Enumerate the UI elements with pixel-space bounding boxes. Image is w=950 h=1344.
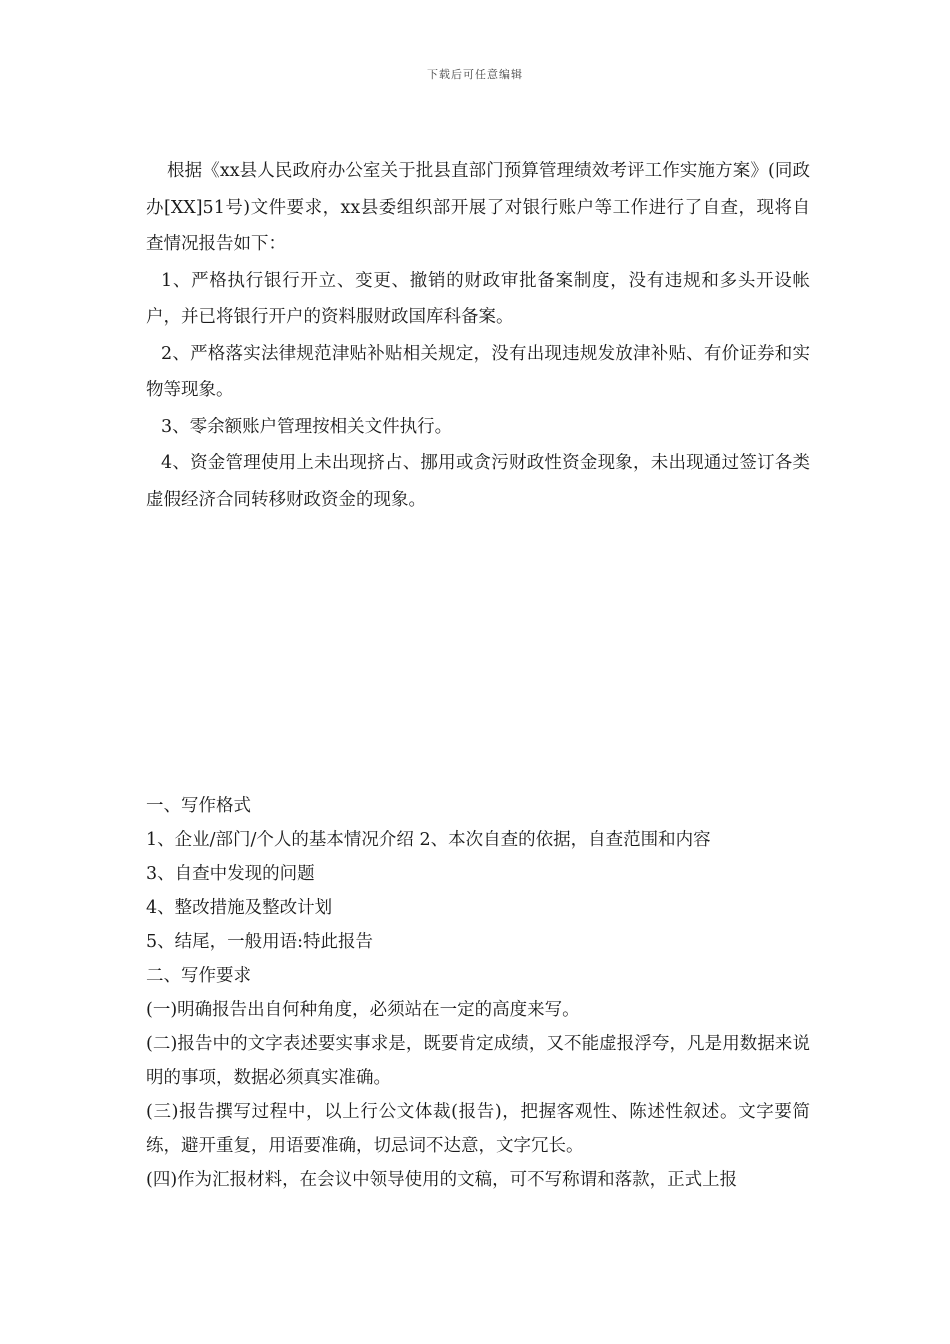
- report-item: 3、零余额账户管理按相关文件执行。: [161, 416, 453, 437]
- requirement-item: (三)报告撰写过程中，以上行公文体裁(报告)，把握客观性、陈述性叙述。文字要简练，避开重复，用语要准确，切忌词不达意，文字冗长。: [146, 1102, 810, 1156]
- format-item: 4、整改措施及整改计划: [146, 898, 333, 918]
- report-section: [146, 153, 810, 518]
- writing-guide-section: [146, 789, 810, 1197]
- requirement-item: (四)作为汇报材料，在会议中领导使用的文稿，可不写称谓和落款，正式上报: [146, 1170, 738, 1190]
- report-item: 4、资金管理使用上未出现挤占、挪用或贪污财政性资金现象，未出现通过签订各类虚假经济合同转移财政资金的现象。: [146, 453, 810, 510]
- requirement-item: (一)明确报告出自何种角度，必须站在一定的高度来写。: [146, 1000, 580, 1020]
- format-item: 5、结尾，一般用语:特此报告: [146, 932, 374, 952]
- report-intro-paragraph: 根据《xx县人民政府办公室关于批县直部门预算管理绩效考评工作实施方案》(同政办[XX]51号)文件要求，xx县委组织部开展了对银行账户等工作进行了自查，现将自查情况报告如下：: [146, 161, 810, 254]
- report-item: 2、严格落实法律规范津贴补贴相关规定，没有出现违规发放津补贴、有价证券和实物等现象。: [146, 343, 810, 400]
- requirement-item: (二)报告中的文字表述要实事求是，既要肯定成绩，又不能虚报浮夸，凡是用数据来说明的事项，数据必须真实准确。: [146, 1034, 810, 1088]
- requirements-heading: 二、写作要求: [146, 966, 251, 986]
- report-item: 1、严格执行银行开立、变更、撤销的财政审批备案制度，没有违规和多头开设帐户，并已将银行开户的资料服财政国库科备案。: [146, 270, 810, 327]
- format-item: 3、自查中发现的问题: [146, 864, 315, 884]
- format-item: 1、企业/部门/个人的基本情况介绍 2、本次自查的依据，自查范围和内容: [146, 830, 711, 850]
- format-heading: 一、写作格式: [146, 796, 251, 816]
- page-header: 下载后可任意编辑: [427, 68, 523, 81]
